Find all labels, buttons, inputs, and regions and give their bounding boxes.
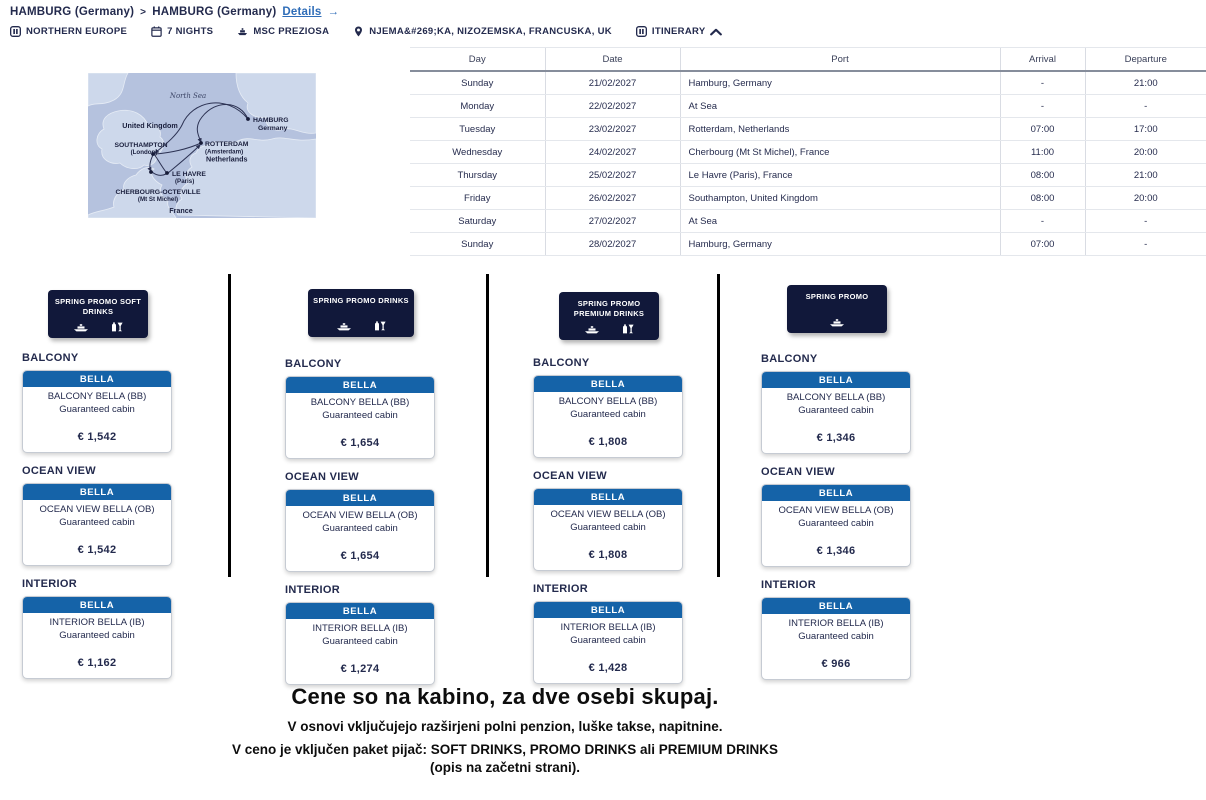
cell-date: 24/02/2027 [545, 141, 680, 164]
details-link[interactable]: Details [282, 6, 322, 18]
category-balcony [285, 358, 437, 459]
map-label-hamburg: HAMBURG [253, 117, 289, 124]
tier-header: BELLA [534, 602, 682, 618]
itinerary-row [410, 210, 1206, 233]
price-card[interactable] [761, 597, 911, 680]
cell-arrival: 07:00 [1000, 118, 1085, 141]
toolbar-countries-label: NJEMA&#269;KA, NIZOZEMSKA, FRANCUSKA, UK [369, 26, 612, 37]
location-pin-icon [353, 26, 364, 37]
column-header-day: Day [410, 48, 545, 72]
toolbar-ship-label: MSC PREZIOSA [253, 26, 330, 37]
tier-header: BELLA [762, 598, 910, 614]
cabin-note: Guaranteed cabin [570, 635, 646, 646]
cell-departure: 20:00 [1085, 141, 1206, 164]
ship-icon [336, 322, 352, 331]
map-label-france: France [169, 206, 193, 215]
category-interior [761, 579, 913, 680]
tier-header: BELLA [23, 484, 171, 500]
map-label-uk: United Kingdom [122, 121, 178, 130]
price-card[interactable] [533, 375, 683, 458]
drinks-icon [622, 324, 634, 334]
itinerary-row [410, 118, 1206, 141]
map-label-paris: (Paris) [175, 178, 195, 185]
ship-icon [73, 323, 89, 332]
breadcrumb-origin: HAMBURG (Germany) [10, 6, 135, 18]
category-label: INTERIOR [22, 578, 77, 590]
cell-date: 28/02/2027 [545, 233, 680, 256]
price: € 1,346 [816, 545, 856, 557]
cell-day: Tuesday [410, 118, 545, 141]
ship-icon [584, 325, 600, 334]
tier-header: BELLA [286, 377, 434, 393]
toolbar-duration-label: 7 NIGHTS [167, 26, 214, 37]
cell-port: Le Havre (Paris), France [680, 164, 1000, 187]
price-card[interactable] [761, 371, 911, 454]
pricing-column-no-drinks [761, 273, 913, 692]
route-map [88, 73, 316, 218]
map-label-cherbourg: CHERBOURG-OCTEVILLE [115, 189, 201, 196]
category-label: INTERIOR [285, 584, 340, 596]
map-label-rotterdam: ROTTERDAM [205, 141, 249, 148]
itinerary-row [410, 187, 1206, 210]
cell-day: Sunday [410, 233, 545, 256]
itinerary-toggle-label: ITINERARY [651, 26, 706, 37]
map-label-southampton: SOUTHAMPTON [114, 142, 168, 149]
column-header-departure: Departure [1085, 48, 1206, 72]
cell-arrival: 11:00 [1000, 141, 1085, 164]
cell-date: 26/02/2027 [545, 187, 680, 210]
ship-icon [829, 318, 845, 327]
cell-arrival: 08:00 [1000, 164, 1085, 187]
category-ocean-view [285, 471, 437, 572]
map-label-germany: Germany [258, 125, 288, 132]
pricing-column-premium-drinks [533, 277, 685, 696]
cabin-note: Guaranteed cabin [322, 410, 398, 421]
cabin-name: BALCONY BELLA (BB) [558, 396, 658, 407]
cabin-name: BALCONY BELLA (BB) [310, 397, 410, 408]
cabin-note: Guaranteed cabin [798, 518, 874, 529]
price-card[interactable] [22, 370, 172, 453]
category-balcony [761, 353, 913, 454]
category-label: INTERIOR [761, 579, 816, 591]
breadcrumb-destination: HAMBURG (Germany) [152, 6, 277, 18]
price-card[interactable] [285, 602, 435, 685]
promo-label: SPRING PROMO PREMIUM DRINKS [573, 299, 645, 319]
route-icon [10, 26, 21, 37]
cabin-note: Guaranteed cabin [570, 409, 646, 420]
map-label-netherlands: Netherlands [206, 154, 248, 164]
category-label: BALCONY [533, 357, 590, 369]
cabin-name: INTERIOR BELLA (IB) [49, 617, 145, 628]
calendar-icon [151, 26, 162, 37]
category-label: BALCONY [761, 353, 818, 365]
cabin-note: Guaranteed cabin [322, 523, 398, 534]
promo-label: SPRING PROMO DRINKS [313, 296, 409, 305]
price-card[interactable] [22, 483, 172, 566]
price: € 1,654 [340, 437, 380, 449]
price-card[interactable] [22, 596, 172, 679]
promo-label: SPRING PROMO SOFT DRINKS [54, 297, 142, 317]
promo-badge [787, 285, 887, 333]
category-label: OCEAN VIEW [285, 471, 359, 483]
cabin-note: Guaranteed cabin [322, 636, 398, 647]
breadcrumb-separator: > [140, 6, 147, 18]
price: € 966 [821, 658, 851, 670]
cell-date: 21/02/2027 [545, 71, 680, 95]
cell-departure: - [1085, 210, 1206, 233]
chevron-up-icon [710, 28, 722, 36]
cabin-note: Guaranteed cabin [798, 405, 874, 416]
cell-day: Wednesday [410, 141, 545, 164]
column-divider [717, 274, 720, 577]
column-divider [486, 274, 489, 577]
cell-port: Hamburg, Germany [680, 233, 1000, 256]
column-divider [228, 274, 231, 577]
map-label-london: (London) [130, 149, 158, 156]
column-header-arrival: Arrival [1000, 48, 1085, 72]
category-ocean-view [761, 466, 913, 567]
cabin-name: OCEAN VIEW BELLA (OB) [778, 505, 894, 516]
category-label: OCEAN VIEW [533, 470, 607, 482]
promo-badge [48, 290, 148, 338]
price: € 1,654 [340, 550, 380, 562]
cell-departure: - [1085, 95, 1206, 118]
price-card[interactable] [285, 376, 435, 459]
cell-port: Southampton, United Kingdom [680, 187, 1000, 210]
itinerary-row [410, 164, 1206, 187]
cabin-name: OCEAN VIEW BELLA (OB) [39, 504, 155, 515]
price: € 1,346 [816, 432, 856, 444]
toolbar-region [10, 26, 127, 37]
details-arrow-icon[interactable]: → [327, 6, 340, 18]
cabin-name: BALCONY BELLA (BB) [786, 392, 886, 403]
itinerary-icon [636, 26, 647, 37]
pricing-footnote [225, 684, 785, 778]
cabin-name: OCEAN VIEW BELLA (OB) [550, 509, 666, 520]
tier-header: BELLA [286, 603, 434, 619]
cell-date: 27/02/2027 [545, 210, 680, 233]
map-label-mt-st-michel: (Mt St Michel) [137, 196, 179, 203]
footnote-title: Cene so na kabino, za dve osebi skupaj. [291, 684, 719, 709]
cell-date: 23/02/2027 [545, 118, 680, 141]
price: € 1,542 [77, 544, 117, 556]
category-interior [22, 578, 174, 679]
drinks-icon [111, 322, 123, 332]
map-label-north-sea: North Sea [169, 92, 207, 100]
pricing-column-soft-drinks [22, 272, 174, 691]
pricing-column-drinks [285, 278, 437, 697]
tier-header: BELLA [23, 371, 171, 387]
cell-port: Hamburg, Germany [680, 71, 1000, 95]
category-balcony [533, 357, 685, 458]
cell-arrival: - [1000, 210, 1085, 233]
cabin-note: Guaranteed cabin [798, 631, 874, 642]
cell-day: Saturday [410, 210, 545, 233]
price: € 1,808 [588, 436, 628, 448]
toolbar-countries [353, 26, 612, 37]
cabin-name: OCEAN VIEW BELLA (OB) [302, 510, 418, 521]
itinerary-header-row [410, 48, 1206, 72]
promo-badge [559, 292, 659, 340]
promo-badge [308, 289, 414, 337]
category-label: OCEAN VIEW [761, 466, 835, 478]
cabin-note: Guaranteed cabin [59, 517, 135, 528]
itinerary-row [410, 141, 1206, 164]
itinerary-row [410, 95, 1206, 118]
cell-port: Rotterdam, Netherlands [680, 118, 1000, 141]
toolbar-ship [237, 26, 329, 37]
cabin-name: INTERIOR BELLA (IB) [788, 618, 884, 629]
cabin-note: Guaranteed cabin [570, 522, 646, 533]
map-label-le-havre: LE HAVRE [172, 171, 206, 178]
itinerary-row [410, 71, 1206, 95]
price: € 1,162 [77, 657, 117, 669]
cabin-note: Guaranteed cabin [59, 630, 135, 641]
map-label-amsterdam: (Amsterdam) [205, 148, 244, 156]
price: € 1,428 [588, 662, 628, 674]
cell-departure: 21:00 [1085, 164, 1206, 187]
cell-port: At Sea [680, 95, 1000, 118]
ship-icon [237, 26, 248, 37]
cruise-summary-toolbar [10, 26, 722, 37]
tier-header: BELLA [23, 597, 171, 613]
column-header-port: Port [680, 48, 1000, 72]
price: € 1,542 [77, 431, 117, 443]
tier-header: BELLA [534, 376, 682, 392]
category-interior [285, 584, 437, 685]
footnote-line-1: V osnovi vključujejo razširjeni polni penzion, luške takse, napitnine. [287, 719, 723, 734]
cell-day: Thursday [410, 164, 545, 187]
promo-label: SPRING PROMO [805, 292, 869, 301]
cell-port: At Sea [680, 210, 1000, 233]
tier-header: BELLA [534, 489, 682, 505]
cell-port: Cherbourg (Mt St Michel), France [680, 141, 1000, 164]
price-card[interactable] [761, 484, 911, 567]
category-label: INTERIOR [533, 583, 588, 595]
category-label: BALCONY [285, 358, 342, 370]
price-card[interactable] [533, 488, 683, 571]
cabin-name: INTERIOR BELLA (IB) [312, 623, 408, 634]
cell-date: 22/02/2027 [545, 95, 680, 118]
cell-arrival: 08:00 [1000, 187, 1085, 210]
cell-day: Monday [410, 95, 545, 118]
breadcrumb [10, 6, 339, 18]
cell-day: Sunday [410, 71, 545, 95]
itinerary-table [410, 47, 1206, 256]
cabin-name: BALCONY BELLA (BB) [47, 391, 147, 402]
cell-departure: 21:00 [1085, 71, 1206, 95]
category-label: BALCONY [22, 352, 79, 364]
cell-arrival: - [1000, 95, 1085, 118]
cell-arrival: - [1000, 71, 1085, 95]
price: € 1,808 [588, 549, 628, 561]
category-ocean-view [22, 465, 174, 566]
footnote-line-2: V ceno je vključen paket pijač: SOFT DRINKS, PROMO DRINKS ali PREMIUM DRINKS (opis na začetni strani). [231, 742, 779, 776]
column-header-date: Date [545, 48, 680, 72]
price-card[interactable] [285, 489, 435, 572]
cell-arrival: 07:00 [1000, 233, 1085, 256]
cell-departure: 17:00 [1085, 118, 1206, 141]
cell-day: Friday [410, 187, 545, 210]
cell-date: 25/02/2027 [545, 164, 680, 187]
toolbar-region-label: NORTHERN EUROPE [26, 26, 128, 37]
cell-departure: 20:00 [1085, 187, 1206, 210]
cabin-name: INTERIOR BELLA (IB) [560, 622, 656, 633]
drinks-icon [374, 321, 386, 331]
category-balcony [22, 352, 174, 453]
cabin-note: Guaranteed cabin [59, 404, 135, 415]
cell-departure: - [1085, 233, 1206, 256]
category-label: OCEAN VIEW [22, 465, 96, 477]
itinerary-toggle[interactable] [636, 26, 723, 37]
itinerary-row [410, 233, 1206, 256]
tier-header: BELLA [762, 372, 910, 388]
price-card[interactable] [533, 601, 683, 684]
toolbar-duration [151, 26, 213, 37]
tier-header: BELLA [762, 485, 910, 501]
price: € 1,274 [340, 663, 380, 675]
category-ocean-view [533, 470, 685, 571]
tier-header: BELLA [286, 490, 434, 506]
category-interior [533, 583, 685, 684]
